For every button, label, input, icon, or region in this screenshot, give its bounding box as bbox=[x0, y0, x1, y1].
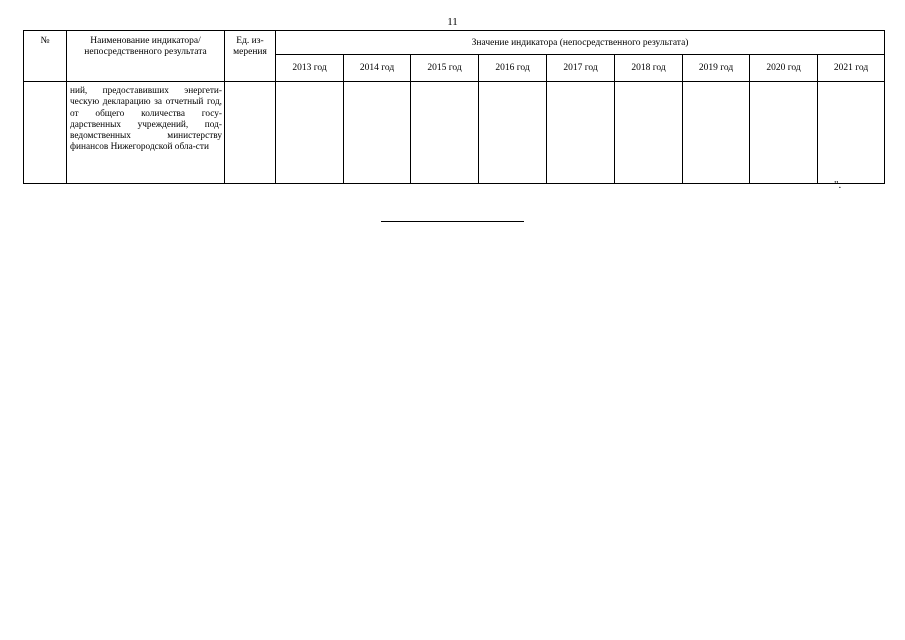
cell-value bbox=[479, 82, 547, 184]
table-row bbox=[24, 82, 885, 184]
cell-num bbox=[24, 82, 67, 184]
indicator-table bbox=[23, 30, 885, 184]
header-year: 2016 год bbox=[479, 55, 547, 82]
header-year: 2017 год bbox=[547, 55, 615, 82]
cell-unit bbox=[225, 82, 276, 184]
cell-value bbox=[276, 82, 344, 184]
cell-value bbox=[411, 82, 479, 184]
header-num: № bbox=[24, 31, 67, 82]
cell-value bbox=[615, 82, 683, 184]
cell-value bbox=[750, 82, 818, 184]
header-year: 2014 год bbox=[344, 55, 411, 82]
table-header-row bbox=[24, 31, 885, 55]
cell-value bbox=[683, 82, 750, 184]
header-year: 2015 год bbox=[411, 55, 479, 82]
closing-quote-mark: ". bbox=[834, 179, 842, 191]
cell-value bbox=[547, 82, 615, 184]
header-year: 2018 год bbox=[615, 55, 683, 82]
cell-value bbox=[818, 82, 885, 184]
header-unit: Ед. из-мерения bbox=[225, 31, 276, 82]
header-year: 2021 год bbox=[818, 55, 885, 82]
header-year: 2019 год bbox=[683, 55, 750, 82]
header-value-group: Значение индикатора (непосредственного результата) bbox=[276, 31, 885, 55]
cell-indicator-name: ний, предоставивших энергети-ческую декларацию за отчетный год, от общего количества госу-дарственных учреждений, под-ведомственных министерству финансов Нижегородской обла-сти bbox=[67, 82, 225, 184]
separator-line bbox=[381, 221, 524, 222]
header-year: 2013 год bbox=[276, 55, 344, 82]
header-indicator-name: Наименование индикатора/ непосредственного результата bbox=[67, 31, 225, 82]
header-year: 2020 год bbox=[750, 55, 818, 82]
cell-value bbox=[344, 82, 411, 184]
page-number: 11 bbox=[447, 16, 458, 28]
